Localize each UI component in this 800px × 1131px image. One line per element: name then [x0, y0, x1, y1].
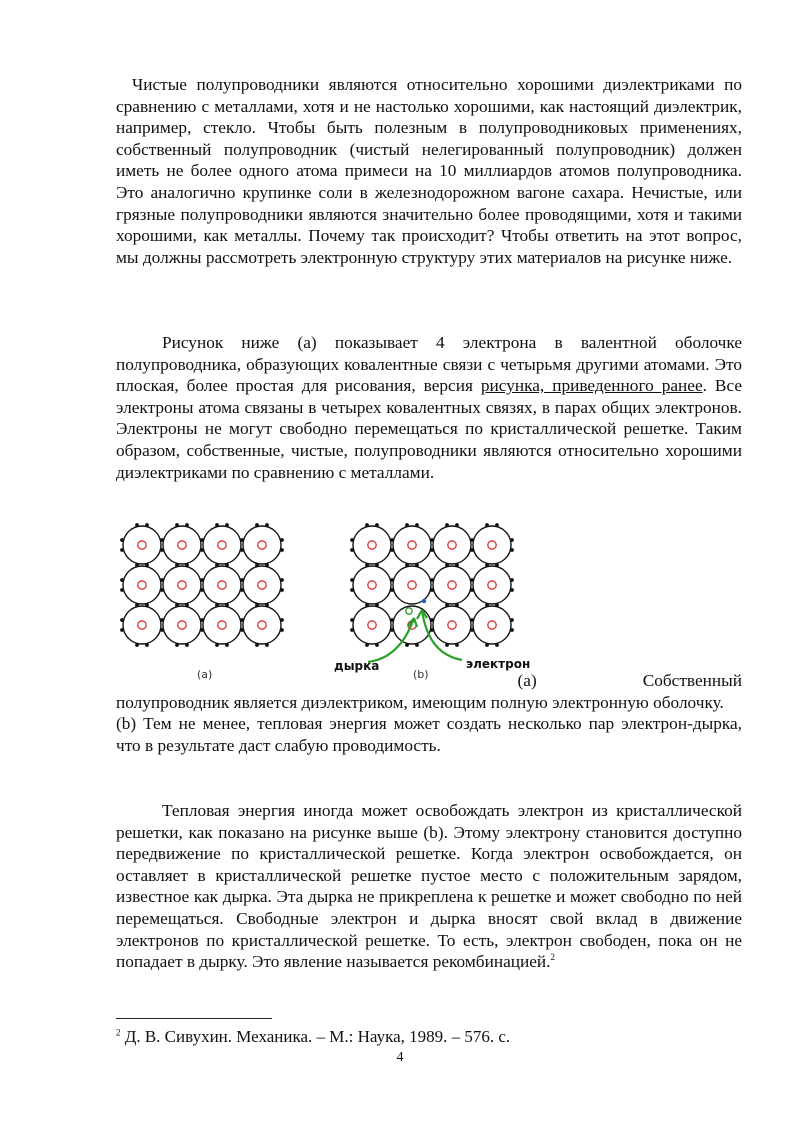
- valence-electron: [415, 563, 419, 567]
- atom-nucleus: [178, 541, 186, 549]
- valence-electron: [470, 548, 474, 552]
- valence-electron: [215, 563, 219, 567]
- valence-electron: [390, 578, 394, 582]
- valence-electron: [240, 618, 244, 622]
- atom-shell: [123, 526, 161, 564]
- atom-nucleus: [258, 541, 266, 549]
- valence-electron: [160, 628, 164, 632]
- valence-electron: [145, 643, 149, 647]
- valence-electron: [225, 603, 229, 607]
- valence-electron: [160, 588, 164, 592]
- valence-electron: [135, 523, 139, 527]
- atom-shell: [433, 526, 471, 564]
- footnote-reference[interactable]: 2: [550, 952, 555, 963]
- valence-electron: [200, 548, 204, 552]
- valence-electron: [175, 603, 179, 607]
- atom-nucleus: [408, 581, 416, 589]
- valence-electron: [175, 643, 179, 647]
- atom-shell: [163, 566, 201, 604]
- caption-a-marker: (a): [517, 671, 537, 690]
- valence-electron: [240, 578, 244, 582]
- atom-nucleus: [138, 541, 146, 549]
- paragraph-2: [116, 332, 742, 483]
- valence-electron: [280, 588, 284, 592]
- atom-nucleus: [258, 581, 266, 589]
- atom-nucleus: [218, 541, 226, 549]
- valence-electron: [255, 603, 259, 607]
- atom-nucleus: [488, 581, 496, 589]
- valence-electron: [430, 548, 434, 552]
- valence-electron: [225, 643, 229, 647]
- footnote-number: 2: [116, 1027, 121, 1038]
- atom-shell: [123, 566, 161, 604]
- atom-shell: [393, 566, 431, 604]
- atom-nucleus: [218, 581, 226, 589]
- valence-electron: [265, 523, 269, 527]
- valence-electron: [255, 643, 259, 647]
- footnote: [116, 1026, 510, 1047]
- hole-arrow: [368, 618, 414, 662]
- valence-electron: [365, 563, 369, 567]
- valence-electron: [255, 563, 259, 567]
- paragraph-2-text-end: . Все электроны атома связаны в четырех ковалентных связях, в парах общих электронов. Электроны не могут свободно перемещаться по кристаллической решетке. Таким образом, собственные, чистые, полупроводники являются относительно хорошими диэлектриками по сравнению с металлами.: [116, 376, 742, 482]
- atom-nucleus: [488, 541, 496, 549]
- atom-nucleus: [218, 621, 226, 629]
- valence-electron: [265, 563, 269, 567]
- atom-shell: [353, 566, 391, 604]
- atom-nucleus: [448, 581, 456, 589]
- valence-electron: [145, 603, 149, 607]
- valence-electron: [455, 563, 459, 567]
- paragraph-1: Чистые полупроводники являются относительно хорошими диэлектриками по сравнению с металлами, хотя и не настолько хорошими, как настоящий диэлектрик, например, стекло. Чтобы быть полезным в полупроводниковых применениях, собственный полупроводник (чистый нелегированный полупроводник) должен иметь не более одного атома примеси на 10 миллиардов атомов полупроводника. Это аналогично крупинке соли в железнодорожном вагоне сахара. Нечистые, или грязные полупроводники являются значительно более проводящими, хотя и такими хорошими, как металлы. Почему так происходит? Чтобы ответить на этот вопрос, мы должны рассмотреть электронную структуру этих материалов на рисунке ниже.: [116, 75, 742, 267]
- valence-electron: [120, 618, 124, 622]
- valence-electron: [445, 523, 449, 527]
- figure-b-label: (b): [413, 668, 429, 681]
- valence-electron: [280, 578, 284, 582]
- valence-electron: [375, 523, 379, 527]
- caption-a-text: полупроводник является диэлектриком, имеющим полную электронную оболочку.: [116, 692, 724, 712]
- valence-electron: [430, 538, 434, 542]
- valence-electron: [485, 563, 489, 567]
- valence-electron: [185, 563, 189, 567]
- figure-a-label: (a): [197, 668, 213, 681]
- caption-a-first-word: Собственный: [642, 671, 742, 690]
- valence-electron: [280, 628, 284, 632]
- valence-electron: [135, 563, 139, 567]
- valence-electron: [200, 618, 204, 622]
- page-number: 4: [396, 1050, 404, 1065]
- valence-electron: [470, 588, 474, 592]
- valence-electron: [175, 563, 179, 567]
- valence-electron: [145, 523, 149, 527]
- valence-electron: [185, 643, 189, 647]
- valence-electron: [390, 538, 394, 542]
- valence-electron: [485, 523, 489, 527]
- valence-electron: [510, 588, 514, 592]
- valence-electron: [120, 578, 124, 582]
- paragraph-3-text: Тепловая энергия иногда может освобождать электрон из кристаллической решетки, как показано на рисунке выше (b). Этому электрону становится доступно передвижение по кристаллической решетке. Когда электрон освобождается, он оставляет в кристаллической решетке пустое место с положительным зарядом, известное как дырка. Эта дырка не прикреплена к решетке и может свободно по ней перемещаться. Свободные электрон и дырка вносят свой вклад в движение электронов по кристаллической решетке. То есть, электрон свободен, пока он не попадает в дырку. Это явление называется рекомбинацией.: [116, 801, 742, 972]
- valence-electron: [415, 523, 419, 527]
- valence-electron: [215, 603, 219, 607]
- valence-electron: [215, 643, 219, 647]
- valence-electron: [200, 578, 204, 582]
- valence-electron: [240, 588, 244, 592]
- valence-electron: [200, 538, 204, 542]
- footnote-separator: [116, 1018, 272, 1019]
- valence-electron: [470, 538, 474, 542]
- valence-electron: [510, 548, 514, 552]
- atom-shell: [243, 526, 281, 564]
- valence-electron: [185, 603, 189, 607]
- atom-shell: [123, 606, 161, 644]
- figure-reference-link[interactable]: рисунка, приведенного ранее: [480, 376, 703, 396]
- valence-electron: [160, 548, 164, 552]
- hole-label: дырка: [334, 659, 380, 673]
- valence-electron: [280, 618, 284, 622]
- valence-electron: [510, 538, 514, 542]
- valence-electron: [280, 538, 284, 542]
- atom-nucleus: [178, 621, 186, 629]
- valence-electron: [265, 603, 269, 607]
- atom-nucleus: [408, 541, 416, 549]
- atom-shell: [353, 526, 391, 564]
- paragraph-3: [116, 800, 742, 973]
- atom-shell: [203, 566, 241, 604]
- valence-electron: [405, 563, 409, 567]
- valence-electron: [365, 523, 369, 527]
- valence-electron: [350, 588, 354, 592]
- valence-electron: [240, 548, 244, 552]
- electron-arrow: [422, 610, 462, 660]
- atom-shell: [473, 526, 511, 564]
- atom-shell: [203, 526, 241, 564]
- atom-shell: [243, 606, 281, 644]
- valence-electron: [430, 588, 434, 592]
- valence-electron: [160, 578, 164, 582]
- atom-nucleus: [368, 581, 376, 589]
- valence-electron: [225, 523, 229, 527]
- atom-shell: [203, 606, 241, 644]
- valence-electron: [120, 628, 124, 632]
- atom-shell: [433, 566, 471, 604]
- valence-electron: [200, 628, 204, 632]
- atom-nucleus: [138, 581, 146, 589]
- valence-electron: [375, 563, 379, 567]
- atom-shell: [473, 566, 511, 604]
- valence-electron: [135, 643, 139, 647]
- valence-electron: [240, 538, 244, 542]
- valence-electron: [495, 563, 499, 567]
- valence-electron: [510, 578, 514, 582]
- valence-electron: [145, 563, 149, 567]
- valence-electron: [200, 588, 204, 592]
- valence-electron: [160, 538, 164, 542]
- valence-electron: [160, 618, 164, 622]
- atom-shell: [163, 606, 201, 644]
- valence-electron: [215, 523, 219, 527]
- atom-shell: [243, 566, 281, 604]
- valence-electron: [350, 538, 354, 542]
- valence-electron: [390, 588, 394, 592]
- valence-electron: [280, 548, 284, 552]
- caption-first-line: [116, 670, 742, 692]
- atom-nucleus: [258, 621, 266, 629]
- valence-electron: [265, 643, 269, 647]
- valence-electron: [135, 603, 139, 607]
- valence-electron: [430, 578, 434, 582]
- valence-electron: [240, 628, 244, 632]
- valence-electron: [470, 578, 474, 582]
- valence-electron: [445, 563, 449, 567]
- atom-shell: [163, 526, 201, 564]
- atom-nucleus: [138, 621, 146, 629]
- valence-electron: [495, 523, 499, 527]
- valence-electron: [255, 523, 259, 527]
- valence-electron: [185, 523, 189, 527]
- atom-nucleus: [448, 541, 456, 549]
- paragraph-2-text-start: Рисунок ниже (а) показывает 4 электрона в валентной оболочке полупроводника, образующих ковалентные связи с четырьмя другими атомами. Это плоская, более простая для рисования, версия: [116, 333, 742, 396]
- atom-shell: [393, 526, 431, 564]
- atom-nucleus: [178, 581, 186, 589]
- footnote-text: Д. В. Сивухин. Механика. – М.: Наука, 1989. – 576. с.: [124, 1027, 511, 1046]
- electron-label: электрон: [466, 657, 531, 671]
- valence-electron: [225, 563, 229, 567]
- valence-electron: [405, 523, 409, 527]
- valence-electron: [350, 548, 354, 552]
- lattice-figure-a: [120, 521, 285, 666]
- valence-electron: [120, 588, 124, 592]
- valence-electron: [175, 523, 179, 527]
- atom-nucleus: [368, 541, 376, 549]
- valence-electron: [390, 548, 394, 552]
- figure-caption: [116, 670, 742, 756]
- valence-electron: [455, 523, 459, 527]
- valence-electron: [350, 578, 354, 582]
- valence-electron: [120, 548, 124, 552]
- caption-b-text: (b) Тем не менее, тепловая энергия может создать несколько пар электрон-дырка, что в результате даст слабую проводимость.: [116, 714, 742, 755]
- valence-electron: [120, 538, 124, 542]
